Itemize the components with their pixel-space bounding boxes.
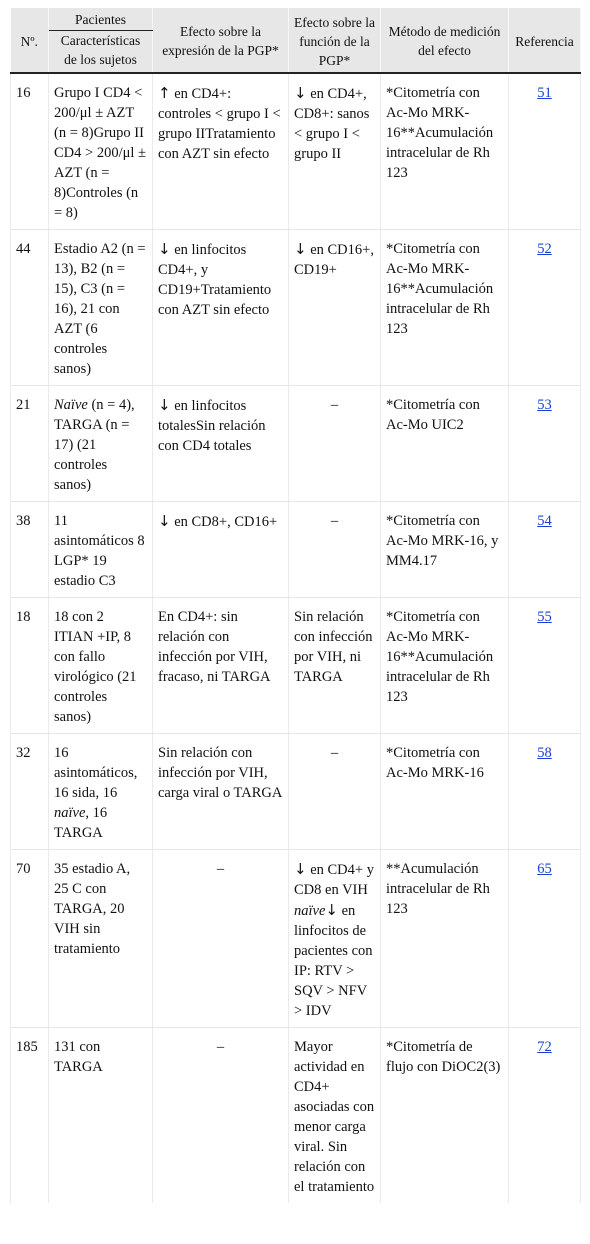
cell-no: 44 [11, 230, 49, 386]
funcion-text: en CD4+ y CD8 en VIH [294, 862, 374, 898]
cell-no: 16 [11, 73, 49, 230]
table-row [11, 502, 581, 598]
cell-funcion: Mayor actividad en CD4+ asociadas con menor carga viral. Sin relación con el tratamiento [289, 1028, 381, 1204]
cell-no: 21 [11, 386, 49, 502]
reference-link[interactable]: 53 [537, 397, 552, 413]
expresion-text: en CD8+, CD16+ [170, 514, 278, 530]
cell-referencia [509, 598, 581, 734]
table-row [11, 230, 581, 386]
reference-link[interactable]: 58 [537, 745, 552, 761]
cell-funcion [289, 850, 381, 1028]
table-row [11, 386, 581, 502]
cell-expresion [153, 73, 289, 230]
cell-expresion [153, 386, 289, 502]
cell-metodo: *Citometría con Ac-Mo MRK-16 [381, 734, 509, 850]
cell-funcion [289, 73, 381, 230]
cell-no: 18 [11, 598, 49, 734]
header-referencia: Referencia [509, 8, 581, 73]
reference-link[interactable]: 65 [537, 861, 552, 877]
cell-metodo: *Citometría de flujo con DiOC2(3) [381, 1028, 509, 1204]
cell-expresion [153, 230, 289, 386]
expresion-text: en linfocitos CD4+, y CD19+Tratamiento con AZT sin efecto [158, 242, 272, 318]
cell-funcion: – [289, 734, 381, 850]
arrow-down-icon: ↓ [325, 901, 338, 919]
cell-referencia [509, 734, 581, 850]
cell-metodo: *Citometría con Ac-Mo UIC2 [381, 386, 509, 502]
table-row [11, 598, 581, 734]
cell-expresion: Sin relación con infección por VIH, carga viral o TARGA [153, 734, 289, 850]
cell-sujetos: 35 estadio A, 25 C con TARGA, 20 VIH sin tratamiento [49, 850, 153, 1028]
header-metodo: Método de medición del efecto [381, 8, 509, 73]
cell-metodo: **Acumulación intracelular de Rh 123 [381, 850, 509, 1028]
pgp-studies-table [10, 8, 581, 1203]
cell-referencia [509, 230, 581, 386]
cell-sujetos: Grupo I CD4 < 200/μl ± AZT (n = 8)Grupo II CD4 > 200/μl ± AZT (n = 8)Controles (n = 8) [49, 73, 153, 230]
table-row [11, 734, 581, 850]
naive-italic: naïve [54, 805, 86, 821]
funcion-text: en CD4+, CD8+: sanos < grupo I < grupo II [294, 86, 370, 162]
cell-referencia [509, 73, 581, 230]
header-no: Nº. [11, 8, 49, 73]
sujetos-text: , 16 TARGA [54, 805, 108, 841]
cell-expresion: En CD4+: sin relación con infección por VIH, fracaso, ni TARGA [153, 598, 289, 734]
cell-no: 185 [11, 1028, 49, 1204]
arrow-down-icon: ↓ [158, 240, 171, 258]
arrow-down-icon: ↓ [158, 512, 171, 530]
cell-sujetos [49, 734, 153, 850]
sujetos-text: 16 asintomáticos, 16 sida, 16 [54, 745, 138, 801]
cell-referencia [509, 386, 581, 502]
arrow-down-icon: ↓ [294, 860, 307, 878]
cell-metodo: *Citometría con Ac-Mo MRK-16**Acumulación intracelular de Rh 123 [381, 73, 509, 230]
cell-sujetos: 11 asintomáticos 8 LGP* 19 estadio C3 [49, 502, 153, 598]
cell-metodo: *Citometría con Ac-Mo MRK-16**Acumulación intracelular de Rh 123 [381, 230, 509, 386]
cell-referencia [509, 502, 581, 598]
table-container [10, 8, 580, 1203]
table-body [11, 73, 581, 1203]
cell-sujetos: 131 con TARGA [49, 1028, 153, 1204]
header-caracteristicas: Características de los sujetos [49, 31, 153, 74]
cell-expresion: – [153, 1028, 289, 1204]
reference-link[interactable]: 51 [537, 85, 552, 101]
funcion-text: en linfocitos de pacientes con IP: RTV > SQV > NFV > IDV [294, 903, 373, 1019]
funcion-text: en CD16+, CD19+ [294, 242, 374, 278]
cell-expresion: – [153, 850, 289, 1028]
header-expresion: Efecto sobre la expresión de la PGP* [153, 8, 289, 73]
table-row [11, 850, 581, 1028]
naive-italic: naïve [294, 903, 326, 919]
reference-link[interactable]: 55 [537, 609, 552, 625]
cell-expresion [153, 502, 289, 598]
cell-funcion [289, 230, 381, 386]
naive-italic: Naïve [54, 397, 88, 413]
cell-funcion: – [289, 386, 381, 502]
cell-referencia [509, 1028, 581, 1204]
table-header [11, 8, 581, 73]
cell-sujetos: Estadio A2 (n = 13), B2 (n = 15), C3 (n = 16), 21 con AZT (6 controles sanos) [49, 230, 153, 386]
arrow-down-icon: ↓ [294, 240, 307, 258]
cell-metodo: *Citometría con Ac-Mo MRK-16**Acumulación intracelular de Rh 123 [381, 598, 509, 734]
table-row [11, 1028, 581, 1204]
cell-no: 70 [11, 850, 49, 1028]
cell-no: 32 [11, 734, 49, 850]
reference-link[interactable]: 54 [537, 513, 552, 529]
arrow-down-icon: ↓ [158, 396, 171, 414]
cell-referencia [509, 850, 581, 1028]
reference-link[interactable]: 52 [537, 241, 552, 257]
cell-sujetos [49, 386, 153, 502]
expresion-text: en CD4+: controles < grupo I < grupo IITratamiento con AZT sin efecto [158, 86, 281, 162]
cell-sujetos: 18 con 2 ITIAN +IP, 8 con fallo virológico (21 controles sanos) [49, 598, 153, 734]
cell-funcion: – [289, 502, 381, 598]
reference-link[interactable]: 72 [537, 1039, 552, 1055]
expresion-text: en linfocitos totalesSin relación con CD4 totales [158, 398, 266, 454]
header-funcion: Efecto sobre la función de la PGP* [289, 8, 381, 73]
header-pacientes: Pacientes [49, 8, 153, 31]
arrow-down-icon: ↓ [294, 84, 307, 102]
cell-funcion: Sin relación con infección por VIH, ni TARGA [289, 598, 381, 734]
sujetos-text: (n = 4), TARGA (n = 17) (21 controles sanos) [54, 397, 135, 493]
cell-no: 38 [11, 502, 49, 598]
arrow-up-icon: ↑ [158, 84, 171, 102]
table-row [11, 73, 581, 230]
cell-metodo: *Citometría con Ac-Mo MRK-16, y MM4.17 [381, 502, 509, 598]
